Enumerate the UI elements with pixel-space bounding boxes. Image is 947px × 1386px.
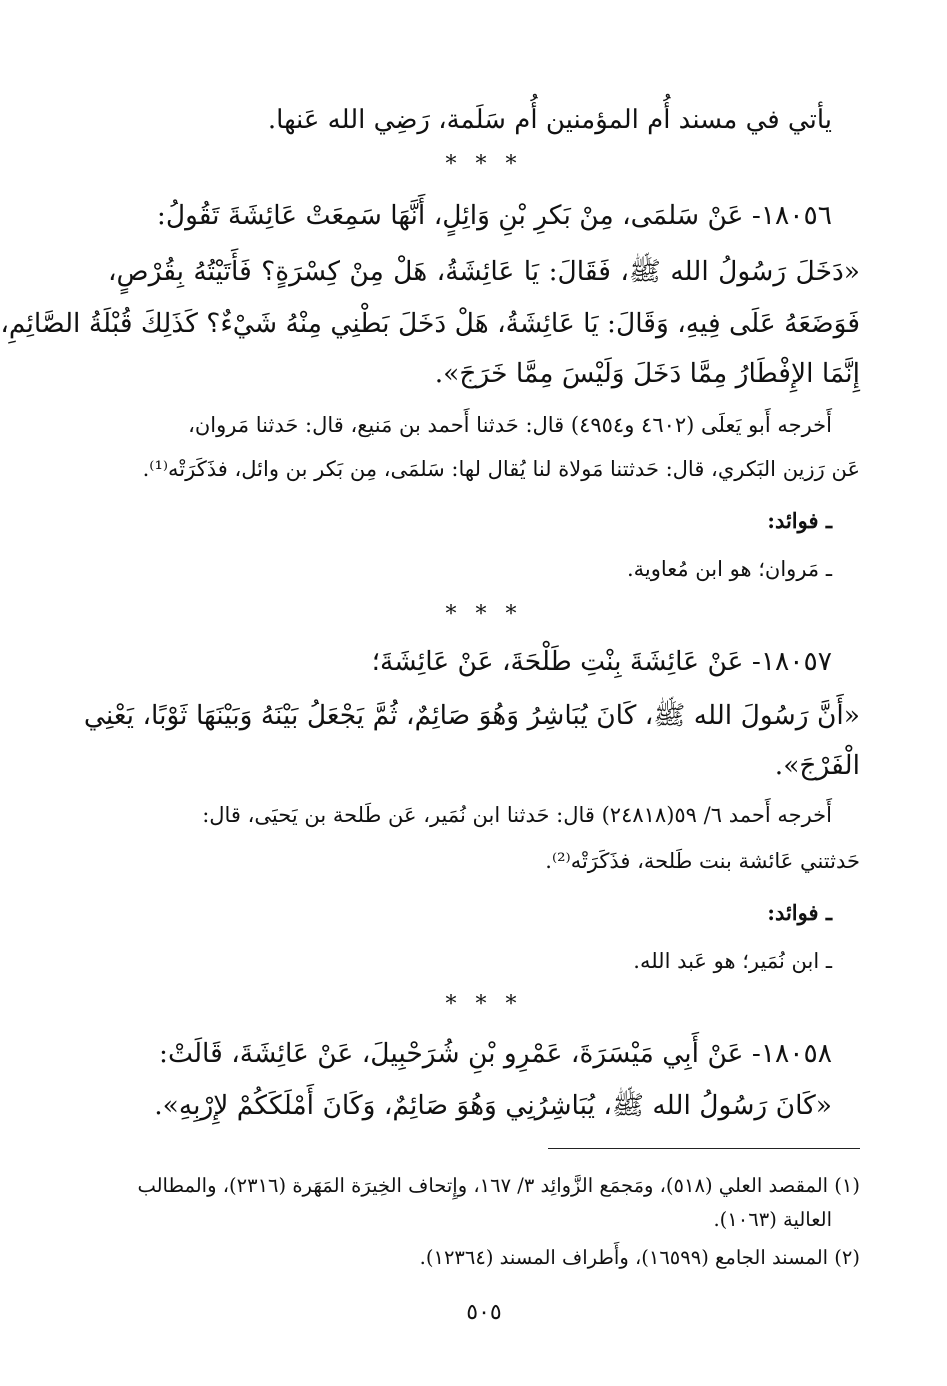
- hadith-18058-text-line-1: «كَانَ رَسُولُ الله ﷺ، يُبَاشِرُنِي وَهُوَ صَائِمٌ، وَكَانَ أَمْلَكَكُمْ لإِرْبِهِ».: [154, 1090, 832, 1121]
- footnote-1-line-2: العالية (١٠٦٣).: [713, 1208, 832, 1231]
- hadith-18056-text-line-1: «دَخَلَ رَسُولُ الله ﷺ، فَقَالَ: يَا عَائِشَةُ، هَلْ مِنْ كِسْرَةٍ؟ فَأَتَيْتُهُ بِقُرْصٍ،: [108, 256, 860, 287]
- hadith-18056-header: ١٨٠٥٦- عَنْ سَلمَى، مِنْ بَكرِ بْنِ وَائِلٍ، أَنَّهَا سَمِعَتْ عَائِشَةَ تَقُولُ:: [156, 200, 832, 231]
- book-page: [0, 100, 860, 1340]
- hadith-18056-text-line-2: فَوَضَعَهُ عَلَى فِيهِ، وَقَالَ: يَا عَائِشَةُ، هَلْ دَخَلَ بَطْنِي مِنْهُ شَيْءٌ؟ كَذَلِكَ قُبْلَةُ الصَّائِمِ،: [0, 308, 860, 339]
- separator-1: * * *: [445, 152, 523, 177]
- hadith-18056-text-line-3: إِنَّمَا الإِفْطَارُ مِمَّا دَخَلَ وَلَيْسَ مِمَّا خَرَجَ».: [434, 358, 860, 389]
- hadith-18057-fawaid-heading: ـ فوائد:: [767, 900, 832, 925]
- hadith-18056-fawaid-text: ـ مَروان؛ هو ابن مُعاوية.: [626, 557, 832, 581]
- separator-3: * * *: [445, 992, 523, 1017]
- hadith-18057-header: ١٨٠٥٧- عَنْ عَائِشَةَ بِنْتِ طَلْحَةَ، عَنْ عَائِشَةَ؛: [371, 646, 832, 677]
- hadith-18058-header: ١٨٠٥٨- عَنْ أَبِي مَيْسَرَةَ، عَمْرِو بْنِ شُرَحْبِيلَ، عَنْ عَائِشَةَ، قَالَتْ:: [159, 1038, 832, 1069]
- hadith-18057-fawaid-text: ـ ابن نُمَير؛ هو عَبد الله.: [633, 949, 832, 973]
- separator-2: * * *: [445, 602, 523, 627]
- footnote-2-line-1: (٢) المسند الجامع (١٦٥٩٩)، وأَطراف المسند (١٢٣٦٤).: [419, 1246, 860, 1269]
- hadith-18057-text-line-1: «أَنَّ رَسُولَ الله ﷺ، كَانَ يُبَاشِرُ وَهُوَ صَائِمٌ، ثُمَّ يَجْعَلُ بَيْنَهُ وَبَيْنَهَا ثَوْبًا، يَعْنِي: [83, 700, 860, 731]
- hadith-18057-takhrij-line-2: حَدثتني عَائشة بنت طَلحة، فذَكَرَتْه⁽²⁾.: [545, 849, 860, 873]
- page-number: ٥٠٥: [466, 1300, 502, 1325]
- hadith-18056-fawaid-heading: ـ فوائد:: [767, 508, 832, 533]
- footnote-1-line-1: (١) المقصد العلي (٥١٨)، ومَجمَع الزَّوائِد ٣/ ١٦٧، وإِتحاف الخِيرَة المَهَرة (٢٣١٦)، والمطالب: [137, 1174, 860, 1197]
- intro-line: يأتي في مسند أُم المؤمنين أُم سَلَمة، رَضِي الله عَنها.: [267, 105, 832, 135]
- hadith-18057-text-line-2: الْفَرْجَ».: [774, 750, 860, 781]
- hadith-18057-takhrij-line-1: أَخرجه أَحمد ٦/ ٥٩(٢٤٨١٨) قال: حَدثنا ابن نُمَير، عَن طَلحة بن يَحيَى، قال:: [202, 803, 832, 827]
- footnote-rule: [548, 1148, 860, 1149]
- hadith-18056-takhrij-line-2: عَن رَزين البَكري، قال: حَدثتنا مَولاة لنا يُقال لها: سَلمَى، مِن بَكر بن وائل، فذَكَرَتْه⁽¹⁾.: [142, 457, 860, 481]
- hadith-18056-takhrij-line-1: أَخرجه أَبو يَعلَى (٤٦٠٢ و٤٩٥٤) قال: حَدثنا أَحمد بن مَنيع، قال: حَدثنا مَروان،: [188, 413, 832, 437]
